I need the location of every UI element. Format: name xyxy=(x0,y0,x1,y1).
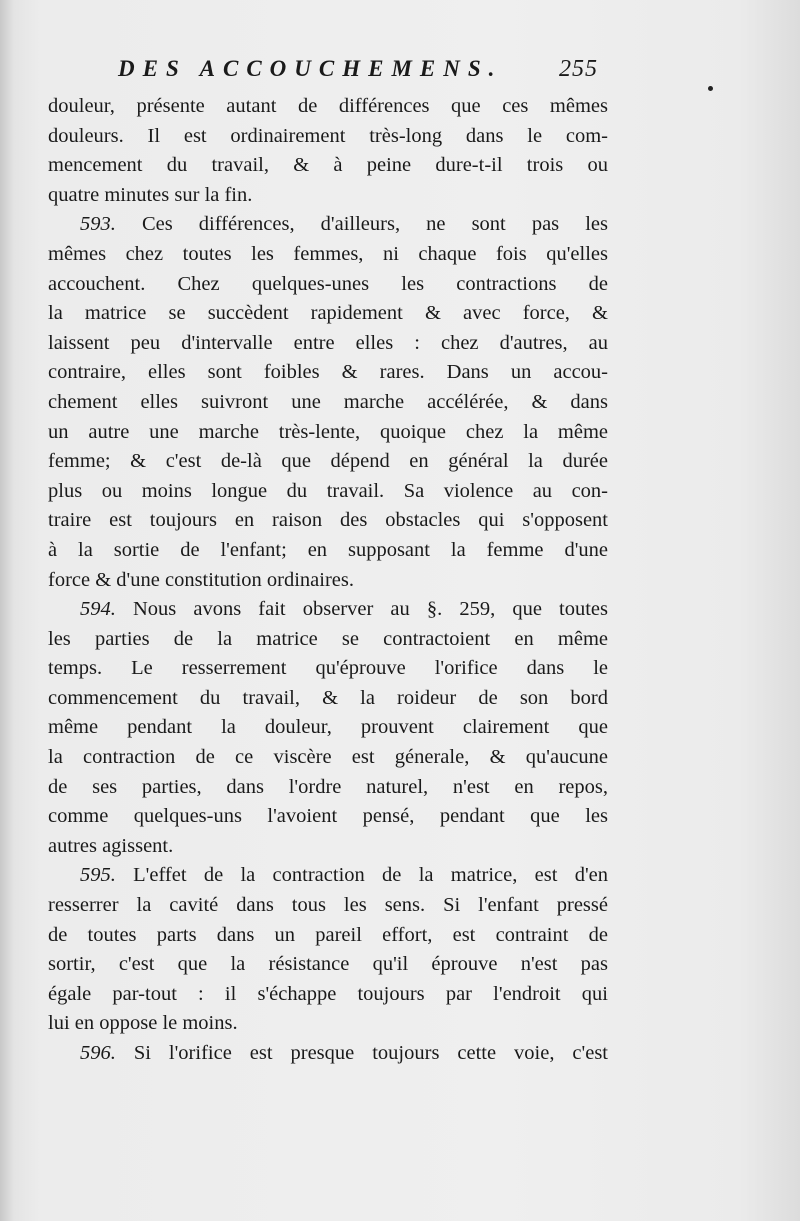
line-text: égale par-tout : il s'échappe toujours par l'endroit qui xyxy=(48,982,608,1005)
body-text xyxy=(48,92,608,1069)
text-line xyxy=(48,477,608,507)
line-text: lui en oppose le moins. xyxy=(48,1012,238,1035)
line-text: Si l'orifice est presque toujours cette voie, c'est xyxy=(115,1042,608,1064)
text-line xyxy=(48,506,608,536)
line-text: les parties de la matrice se contractoient en même xyxy=(48,627,608,650)
text-line xyxy=(48,832,608,862)
paragraph-number: 593. xyxy=(80,213,116,236)
line-text: commencement du travail, & la roideur de son bord xyxy=(48,686,608,709)
text-line xyxy=(48,802,608,832)
text-line xyxy=(48,536,608,566)
line-text: douleur, présente autant de différences que ces mêmes xyxy=(48,95,608,117)
line-text: quatre minutes sur la fin. xyxy=(48,183,253,206)
line-text: temps. Le resserrement qu'éprouve l'orifice dans le xyxy=(48,657,608,680)
text-line xyxy=(48,210,608,240)
text-line xyxy=(48,181,608,211)
page-header xyxy=(118,52,598,88)
text-line xyxy=(48,595,608,625)
text-line xyxy=(48,713,608,743)
running-title: DES ACCOUCHEMENS. xyxy=(118,56,503,81)
text-line xyxy=(48,329,608,359)
line-text: L'effet de la contraction de la matrice, est d'en xyxy=(115,864,608,887)
text-line xyxy=(48,122,608,152)
line-text: comme quelques-uns l'avoient pensé, pendant que les xyxy=(48,805,608,828)
paragraph-number: 596. xyxy=(80,1042,116,1064)
text-line xyxy=(48,654,608,684)
text-line xyxy=(48,1039,608,1069)
line-text: chement elles suivront une marche accélérée, & dans xyxy=(48,390,608,413)
line-text: mencement du travail, & à peine dure-t-il trois ou xyxy=(48,154,608,177)
ink-speck xyxy=(708,86,713,91)
text-line xyxy=(48,743,608,773)
text-line xyxy=(48,270,608,300)
line-text: douleurs. Il est ordinairement très-long dans le com- xyxy=(48,124,608,147)
line-text: de toutes parts dans un pareil effort, est contraint de xyxy=(48,923,608,946)
line-text: traire est toujours en raison des obstacles qui s'opposent xyxy=(48,509,608,532)
line-text: force & d'une constitution ordinaires. xyxy=(48,568,354,591)
text-line xyxy=(48,891,608,921)
line-text: femme; & c'est de-là que dépend en général la durée xyxy=(48,450,608,473)
line-text: mêmes chez toutes les femmes, ni chaque fois qu'elles xyxy=(48,242,608,265)
page-number: 255 xyxy=(559,56,598,82)
paragraph-number: 594. xyxy=(80,598,116,621)
line-text: resserrer la cavité dans tous les sens. Si l'enfant pressé xyxy=(48,894,608,917)
line-text: laissent peu d'intervalle entre elles : chez d'autres, au xyxy=(48,331,608,354)
line-text: accouchent. Chez quelques-unes les contractions de xyxy=(48,272,608,295)
text-line xyxy=(48,92,608,122)
line-text: un autre une marche très-lente, quoique chez la même xyxy=(48,420,608,443)
text-line xyxy=(48,358,608,388)
text-line xyxy=(48,299,608,329)
text-line xyxy=(48,447,608,477)
line-text: la contraction de ce viscère est génerale, & qu'aucune xyxy=(48,746,608,769)
text-line xyxy=(48,388,608,418)
text-line xyxy=(48,950,608,980)
text-line xyxy=(48,151,608,181)
line-text: Ces différences, d'ailleurs, ne sont pas les xyxy=(115,213,608,236)
text-line xyxy=(48,921,608,951)
text-line xyxy=(48,418,608,448)
line-text: même pendant la douleur, prouvent clairement que xyxy=(48,716,608,739)
line-text: à la sortie de l'enfant; en supposant la femme d'une xyxy=(48,538,608,561)
paragraph-number: 595. xyxy=(80,864,116,887)
text-line xyxy=(48,684,608,714)
line-text: sortir, c'est que la résistance qu'il éprouve n'est pas xyxy=(48,953,608,976)
line-text: Nous avons fait observer au §. 259, que toutes xyxy=(115,598,608,621)
text-line xyxy=(48,625,608,655)
text-line xyxy=(48,1009,608,1039)
line-text: plus ou moins longue du travail. Sa violence au con- xyxy=(48,479,608,502)
text-line xyxy=(48,773,608,803)
line-text: contraire, elles sont foibles & rares. Dans un accou- xyxy=(48,361,608,384)
text-line xyxy=(48,566,608,596)
text-line xyxy=(48,861,608,891)
line-text: autres agissent. xyxy=(48,834,174,857)
line-text: de ses parties, dans l'ordre naturel, n'est en repos, xyxy=(48,775,608,798)
text-line xyxy=(48,240,608,270)
text-line xyxy=(48,980,608,1010)
line-text: la matrice se succèdent rapidement & avec force, & xyxy=(48,302,608,325)
